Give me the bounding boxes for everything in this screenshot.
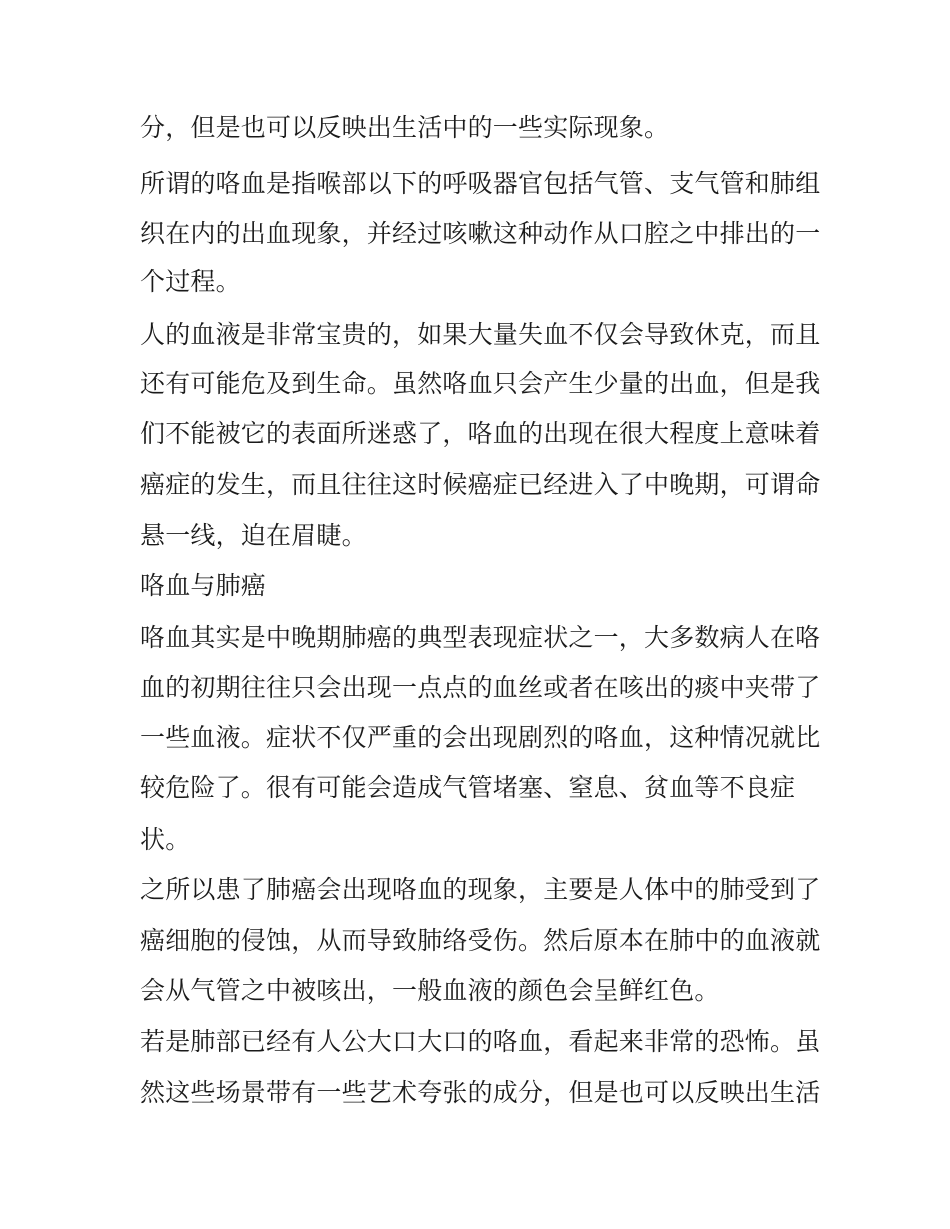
- text-line: 个过程。: [140, 267, 241, 296]
- text-line: 血的初期往往只会出现一点点的血丝或者在咳出的痰中夹带了: [140, 673, 821, 702]
- text-line: 分，但是也可以反映出生活中的一些实际现象。: [140, 113, 670, 142]
- text-line: 会从气管之中被咳出，一般血液的颜色会呈鲜红色。: [140, 976, 720, 1005]
- text-line: 悬一线，迫在眉睫。: [140, 521, 367, 550]
- text-line: 癌细胞的侵蚀，从而导致肺络受伤。然后原本在肺中的血液就: [140, 926, 821, 955]
- text-line: 一些血液。症状不仅严重的会出现剧烈的咯血，这种情况就比: [140, 723, 821, 752]
- text-line: 若是肺部已经有人公大口大口的咯血，看起来非常的恐怖。虽: [140, 1027, 821, 1056]
- text-line: 较危险了。很有可能会造成气管堵塞、窒息、贫血等不良症: [140, 773, 796, 802]
- text-line: 所谓的咯血是指喉部以下的呼吸器官包括气管、支气管和肺组: [140, 169, 821, 198]
- text-line: 癌症的发生，而且往往这时候癌症已经进入了中晚期，可谓命: [140, 470, 821, 499]
- text-line: 咯血其实是中晚期肺癌的典型表现症状之一，大多数病人在咯: [140, 623, 821, 652]
- text-line: 们不能被它的表面所迷惑了，咯血的出现在很大程度上意味着: [140, 419, 821, 448]
- text-line: 织在内的出血现象，并经过咳嗽这种动作从口腔之中排出的一: [140, 219, 821, 248]
- text-line: 人的血液是非常宝贵的，如果大量失血不仅会导致休克，而且: [140, 320, 821, 349]
- section-heading: 咯血与肺癌: [140, 571, 267, 600]
- text-line: 之所以患了肺癌会出现咯血的现象，主要是人体中的肺受到了: [140, 875, 821, 904]
- text-line: 然这些场景带有一些艺术夸张的成分，但是也可以反映出生活: [140, 1078, 821, 1107]
- text-line: 还有可能危及到生命。虽然咯血只会产生少量的出血，但是我: [140, 369, 821, 398]
- text-line: 状。: [140, 825, 191, 854]
